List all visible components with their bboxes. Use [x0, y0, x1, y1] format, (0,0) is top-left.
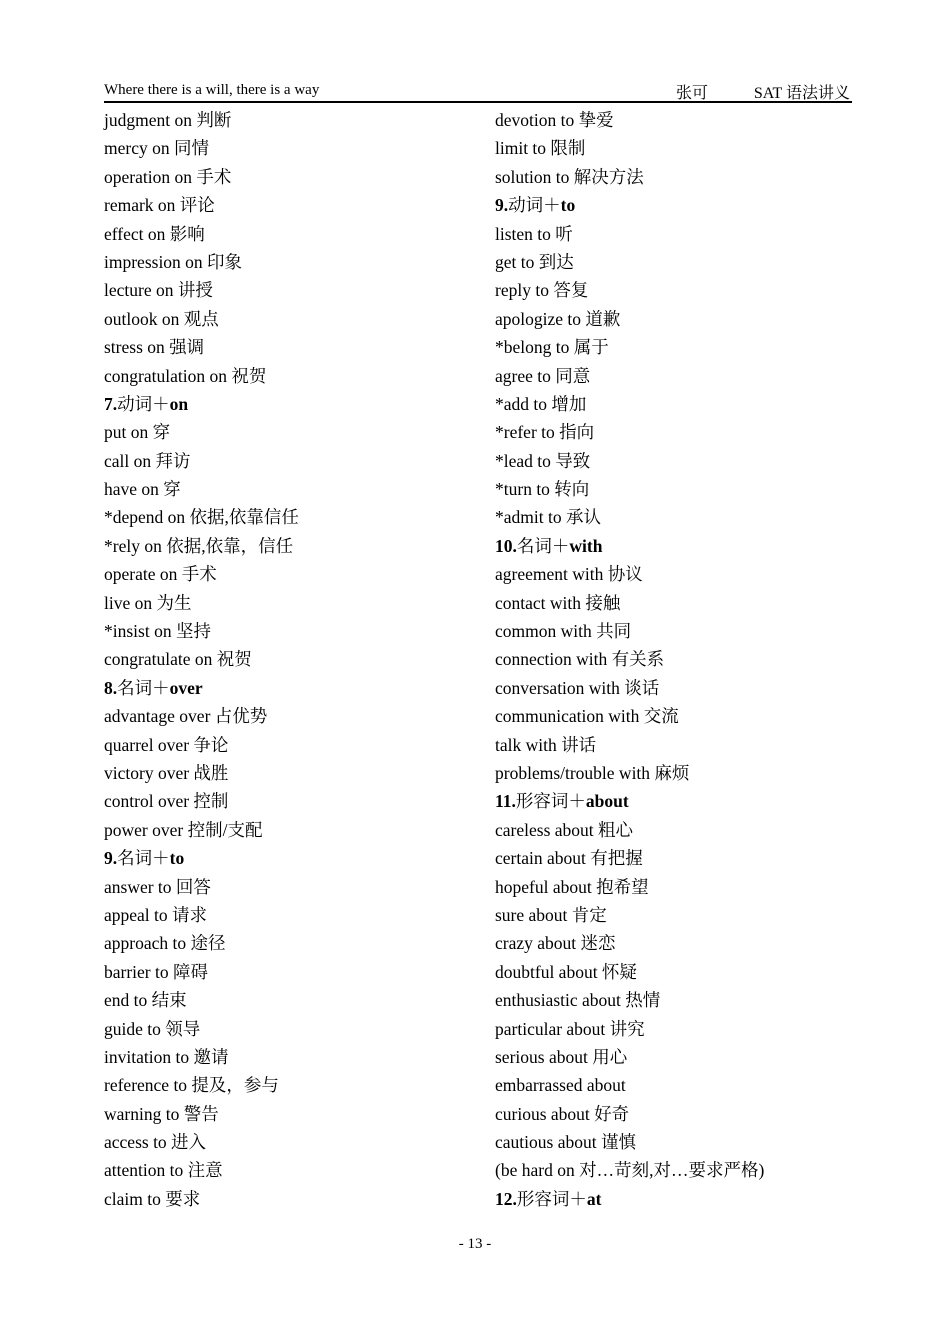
vocab-entry: agree to 同意 [495, 365, 591, 386]
vocab-entry: communication with 交流 [495, 706, 679, 727]
vocab-entry: hopeful about 抱希望 [495, 876, 649, 897]
header-course-title: SAT 语法讲义 [753, 85, 850, 102]
vocab-entry: curious about 好奇 [495, 1103, 630, 1124]
vocab-entry: listen to 听 [495, 223, 573, 244]
section-number: 12. [495, 1188, 517, 1209]
vocab-entry: apologize to 道歉 [495, 308, 621, 329]
vocab-entry: have on 穿 [104, 479, 181, 500]
section-preposition: at [586, 1188, 602, 1209]
vocab-entry: common with 共同 [495, 621, 632, 642]
vocab-entry: particular about 讲究 [495, 1018, 645, 1039]
section-heading [104, 844, 484, 872]
vocab-entry: careless about 粗心 [495, 819, 634, 840]
section-preposition: to [169, 848, 185, 869]
vocab-entry: *add to 增加 [495, 393, 587, 414]
vocab-entry: answer to 回答 [104, 876, 211, 897]
vocab-entry: victory over 战胜 [104, 762, 229, 783]
vocab-entry: *rely on 依据,依靠，信任 [104, 535, 294, 556]
vocab-entry: *belong to 属于 [495, 337, 609, 358]
vocab-entry: solution to 解决方法 [495, 166, 644, 187]
section-heading [104, 390, 484, 418]
section-heading [495, 787, 852, 815]
vocab-entry: enthusiastic about 热情 [495, 990, 661, 1011]
right-column [495, 106, 852, 1213]
section-number: 9. [104, 848, 118, 869]
vocab-entry: lecture on 讲授 [104, 280, 213, 301]
section-category: 名词＋ [117, 677, 170, 698]
section-heading [495, 532, 852, 560]
vocab-entry: outlook on 观点 [104, 308, 219, 329]
vocab-entry: attention to 注意 [104, 1160, 223, 1181]
vocab-entry: (be hard on 对…苛刻,对…要求严格) [495, 1160, 765, 1181]
vocab-entry: operation on 手术 [104, 166, 232, 187]
section-preposition: over [169, 677, 203, 698]
vocab-entry: agreement with 协议 [495, 564, 643, 585]
vocab-entry: remark on 评论 [104, 195, 215, 216]
vocab-entry: access to 进入 [104, 1132, 207, 1153]
vocab-entry: barrier to 障碍 [104, 961, 208, 982]
section-category: 动词＋ [117, 393, 170, 414]
vocab-entry: stress on 强调 [104, 337, 205, 358]
section-preposition: on [169, 393, 189, 414]
vocab-entry: appeal to 请求 [104, 904, 208, 925]
vocab-entry: sure about 肯定 [495, 904, 607, 925]
vocab-entry: *depend on 依据,依靠信任 [104, 507, 299, 528]
page-header [104, 80, 852, 103]
section-number: 11. [495, 791, 516, 812]
vocab-entry: approach to 途径 [104, 933, 226, 954]
vocab-entry: limit to 限制 [495, 138, 586, 159]
vocab-entry: cautious about 谨慎 [495, 1132, 636, 1153]
section-preposition: about [585, 791, 629, 812]
vocab-entry: crazy about 迷恋 [495, 933, 616, 954]
section-number: 10. [495, 535, 517, 556]
vocab-entry: reference to 提及，参与 [104, 1075, 279, 1096]
vocab-entry: invitation to 邀请 [104, 1046, 229, 1067]
section-category: 名词＋ [516, 535, 570, 556]
vocab-entry: power over 控制/支配 [104, 819, 263, 840]
section-category: 形容词＋ [516, 1188, 587, 1209]
vocab-entry: mercy on 同情 [104, 138, 209, 159]
page-number: - 13 - [458, 1236, 492, 1252]
vocab-entry: get to 到达 [495, 251, 574, 272]
vocab-entry: congratulation on 祝贺 [104, 365, 267, 386]
vocab-entry: put on 穿 [104, 422, 171, 443]
section-preposition: with [569, 535, 603, 556]
vocab-entry: devotion to 挚爱 [495, 110, 614, 130]
vocab-entry: live on 为生 [104, 592, 192, 613]
vocab-entry: claim to 要求 [104, 1188, 201, 1209]
section-number: 7. [104, 393, 118, 414]
vocab-entry: effect on 影响 [104, 223, 205, 244]
vocab-entry: *admit to 承认 [495, 507, 601, 528]
vocab-entry: operate on 手术 [104, 564, 217, 585]
section-heading [495, 191, 852, 219]
vocab-entry: conversation with 谈话 [495, 677, 660, 698]
section-preposition: to [560, 195, 576, 216]
vocab-entry: control over 控制 [104, 791, 229, 812]
left-column [104, 106, 484, 1213]
header-author: 张可 [676, 85, 709, 102]
vocab-entry: judgment on 判断 [104, 110, 232, 130]
vocab-entry: problems/trouble with 麻烦 [495, 762, 690, 783]
vocab-entry: *refer to 指向 [495, 422, 595, 443]
section-number: 8. [104, 677, 118, 698]
vocab-entry: *insist on 坚持 [104, 621, 211, 642]
section-heading [495, 1185, 852, 1213]
section-heading [104, 674, 484, 702]
vocab-entry: talk with 讲话 [495, 734, 597, 755]
vocab-entry: reply to 答复 [495, 280, 589, 301]
header-motto: Where there is a will, there is a way [104, 82, 320, 98]
vocab-entry: *lead to 导致 [495, 450, 591, 471]
vocab-entry: warning to 警告 [104, 1103, 219, 1124]
section-category: 名词＋ [117, 848, 170, 869]
vocab-entry: quarrel over 争论 [104, 734, 229, 755]
vocab-entry: impression on 印象 [104, 251, 243, 272]
section-category: 形容词＋ [515, 791, 586, 812]
vocab-entry: certain about 有把握 [495, 848, 643, 869]
vocab-entry: *turn to 转向 [495, 479, 590, 500]
section-category: 动词＋ [508, 195, 561, 216]
vocab-entry: congratulate on 祝贺 [104, 649, 252, 670]
vocab-entry: end to 结束 [104, 990, 187, 1011]
section-number: 9. [495, 195, 509, 216]
vocab-entry: embarrassed about [495, 1075, 626, 1096]
vocab-entry: advantage over 占优势 [104, 706, 268, 727]
vocab-entry: call on 拜访 [104, 450, 191, 471]
vocab-entry: contact with 接触 [495, 592, 621, 613]
vocab-entry: connection with 有关系 [495, 649, 665, 670]
vocab-entry: doubtful about 怀疑 [495, 961, 637, 982]
vocab-entry: serious about 用心 [495, 1046, 628, 1067]
vocab-entry: guide to 领导 [104, 1018, 201, 1039]
